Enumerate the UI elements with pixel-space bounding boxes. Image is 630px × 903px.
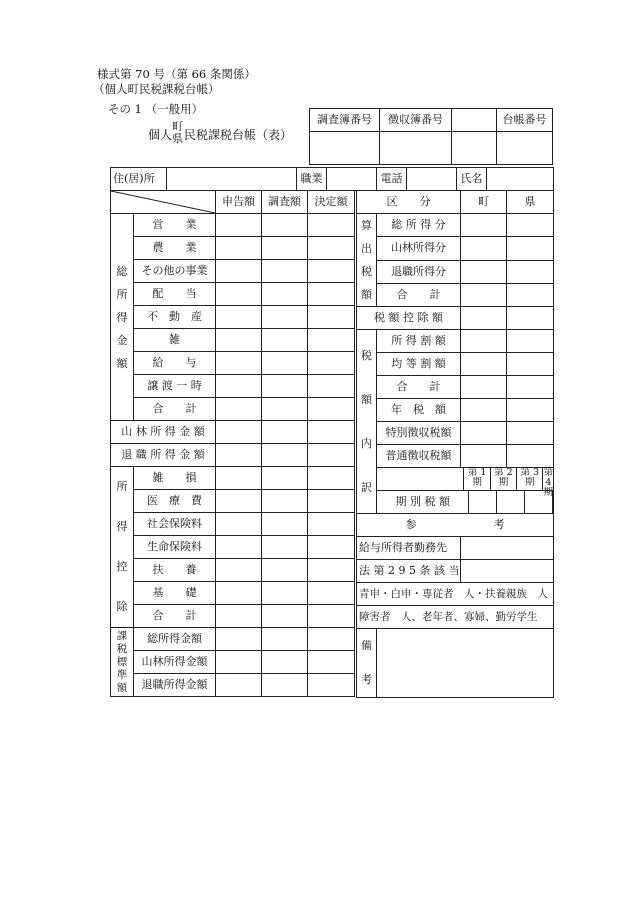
- value-cell[interactable]: [262, 628, 308, 651]
- value-cell[interactable]: [461, 376, 507, 399]
- value-cell[interactable]: [216, 559, 262, 582]
- survey-book-label: 調査簿番号: [310, 109, 380, 132]
- row-calc-forest: 山林所得分: [377, 237, 461, 260]
- value-cell[interactable]: [507, 353, 554, 376]
- row-calc-total-income: 総 所 得 分: [377, 214, 461, 237]
- value-cell[interactable]: [308, 260, 355, 283]
- remarks-label: 備 考: [357, 629, 377, 698]
- value-cell[interactable]: [262, 674, 308, 697]
- value-cell[interactable]: [308, 444, 355, 467]
- value-cell[interactable]: [262, 536, 308, 559]
- row-retire-income: 退 職 所 得 金 額: [111, 444, 216, 467]
- value-cell[interactable]: [461, 422, 507, 445]
- value-cell[interactable]: [308, 306, 355, 329]
- value-cell[interactable]: [216, 536, 262, 559]
- name-value[interactable]: [487, 168, 554, 191]
- value-cell[interactable]: [216, 283, 262, 306]
- value-cell[interactable]: [461, 353, 507, 376]
- value-cell[interactable]: [262, 352, 308, 375]
- col-decided: 決定額: [308, 191, 355, 214]
- value-cell[interactable]: [507, 237, 554, 260]
- value-cell[interactable]: [216, 306, 262, 329]
- value-cell[interactable]: [308, 352, 355, 375]
- value-cell[interactable]: [308, 674, 355, 697]
- job-label: 職業: [297, 168, 327, 191]
- remarks-value[interactable]: [377, 629, 554, 698]
- row-social-insurance: 社会保険料: [134, 513, 216, 536]
- info-row: [110, 167, 554, 191]
- value-cell[interactable]: [308, 421, 355, 444]
- diagonal-cell: [111, 191, 216, 214]
- value-cell[interactable]: [216, 651, 262, 674]
- address-value[interactable]: [167, 168, 297, 191]
- row-income-total: 合 計: [134, 398, 216, 421]
- article-295-label: 法 第 2 9 5 条 該 当: [357, 560, 461, 583]
- period-2: 第 2 期: [491, 468, 517, 490]
- collect-book-label: 徴収簿番号: [380, 109, 452, 132]
- period-1: 第 1 期: [464, 468, 490, 490]
- value-cell[interactable]: [308, 490, 355, 513]
- row-medical: 医 療 費: [134, 490, 216, 513]
- value-cell[interactable]: [262, 490, 308, 513]
- value-cell[interactable]: [507, 214, 554, 237]
- value-cell[interactable]: [216, 329, 262, 352]
- form-title-paren: （個人町民税課税台帳）: [93, 82, 220, 96]
- reference-header: 参 考: [357, 514, 554, 537]
- row-deduct-total: 合 計: [134, 605, 216, 628]
- value-cell[interactable]: [262, 559, 308, 582]
- row-agriculture: 農 業: [134, 237, 216, 260]
- value-cell[interactable]: [461, 237, 507, 260]
- name-label: 氏名: [457, 168, 487, 191]
- period-header-cell: [377, 467, 554, 498]
- value-cell[interactable]: [308, 329, 355, 352]
- value-cell[interactable]: [308, 536, 355, 559]
- col-survey: 調査額: [262, 191, 308, 214]
- tax-table: [356, 190, 554, 698]
- row-business: 営 業: [134, 214, 216, 237]
- value-cell[interactable]: [461, 445, 507, 468]
- period-3-value[interactable]: [525, 491, 553, 513]
- value-cell[interactable]: [216, 421, 262, 444]
- value-cell[interactable]: [461, 399, 507, 422]
- value-cell[interactable]: [216, 513, 262, 536]
- row-per-capita: 均 等 割 額: [377, 353, 461, 376]
- row-forest-income: 山 林 所 得 金 額: [111, 421, 216, 444]
- job-value[interactable]: [327, 168, 377, 191]
- value-cell[interactable]: [262, 283, 308, 306]
- row-life-insurance: 生命保険料: [134, 536, 216, 559]
- value-cell[interactable]: [262, 444, 308, 467]
- phone-label: 電話: [377, 168, 407, 191]
- col-pref: 県: [507, 191, 554, 214]
- value-cell[interactable]: [507, 283, 554, 306]
- period-3: 第 3 期: [517, 468, 543, 490]
- value-cell[interactable]: [308, 605, 355, 628]
- row-dependent: 扶 養: [134, 559, 216, 582]
- row-base-forest: 山林所得金額: [134, 651, 216, 674]
- value-cell[interactable]: [507, 399, 554, 422]
- value-cell[interactable]: [216, 605, 262, 628]
- value-cell[interactable]: [216, 398, 262, 421]
- blue-return-row: 青申・白申・専従者 人・扶養親族 人: [357, 583, 554, 606]
- total-income-group-label: 総 所 得 金 額: [111, 214, 134, 421]
- tax-base-group-label: 課税標準額: [111, 628, 134, 697]
- value-cell[interactable]: [262, 214, 308, 237]
- blank-cell: [452, 109, 497, 132]
- ledger-no-label: 台帳番号: [497, 109, 553, 132]
- row-special-collect: 特別徴収税額: [377, 422, 461, 445]
- diagonal-line: [111, 191, 215, 213]
- value-cell[interactable]: [308, 467, 355, 490]
- blank-cell[interactable]: [452, 132, 497, 165]
- value-cell[interactable]: [262, 582, 308, 605]
- row-base-total-income: 総所得金額: [134, 628, 216, 651]
- row-income-levy: 所 得 割 額: [377, 330, 461, 353]
- ledger-number-box: [309, 108, 553, 165]
- value-cell[interactable]: [262, 467, 308, 490]
- period-blank: [377, 468, 464, 490]
- row-transfer: 譲 渡 一 時: [134, 375, 216, 398]
- row-calc-total: 合 計: [377, 283, 461, 306]
- survey-book-value[interactable]: [310, 132, 380, 165]
- value-cell[interactable]: [507, 422, 554, 445]
- row-tax-total: 合 計: [377, 376, 461, 399]
- value-cell[interactable]: [216, 490, 262, 513]
- period-2-value[interactable]: [497, 491, 525, 513]
- address-label: 住(居)所: [111, 168, 167, 191]
- row-tax-credit: 税 額 控 除 額: [357, 307, 461, 330]
- value-cell[interactable]: [216, 375, 262, 398]
- tax-breakdown-group-label: 税 額 内 訳: [357, 330, 377, 514]
- value-cell[interactable]: [262, 260, 308, 283]
- collect-book-value[interactable]: [380, 132, 452, 165]
- value-cell[interactable]: [507, 260, 554, 283]
- row-normal-collect: 普通徴収税額: [377, 445, 461, 468]
- value-cell[interactable]: [216, 214, 262, 237]
- row-other-business: その他の事業: [134, 260, 216, 283]
- row-casualty: 雑 損: [134, 467, 216, 490]
- period-4: 第 4 期: [543, 467, 553, 498]
- value-cell[interactable]: [262, 398, 308, 421]
- value-cell[interactable]: [216, 582, 262, 605]
- value-cell[interactable]: [216, 674, 262, 697]
- value-cell[interactable]: [262, 605, 308, 628]
- value-cell[interactable]: [308, 375, 355, 398]
- period-tax-label: 期 別 税 額: [377, 491, 469, 513]
- value-cell[interactable]: [507, 307, 554, 330]
- calc-tax-group-label: 算 出 税 額: [357, 214, 377, 307]
- value-cell[interactable]: [262, 375, 308, 398]
- col-kubun: 区 分: [357, 191, 461, 214]
- value-cell[interactable]: [308, 398, 355, 421]
- value-cell[interactable]: [308, 628, 355, 651]
- value-cell[interactable]: [216, 628, 262, 651]
- value-cell[interactable]: [308, 283, 355, 306]
- value-cell[interactable]: [216, 352, 262, 375]
- value-cell[interactable]: [308, 237, 355, 260]
- value-cell[interactable]: [461, 214, 507, 237]
- row-dividend: 配 当: [134, 283, 216, 306]
- value-cell[interactable]: [262, 513, 308, 536]
- value-cell[interactable]: [262, 421, 308, 444]
- value-cell[interactable]: [262, 306, 308, 329]
- form-subtitle: その 1 （一般用）: [108, 102, 204, 116]
- row-basic: 基 礎: [134, 582, 216, 605]
- value-cell[interactable]: [308, 214, 355, 237]
- value-cell[interactable]: [461, 260, 507, 283]
- value-cell[interactable]: [308, 513, 355, 536]
- value-cell[interactable]: [262, 329, 308, 352]
- value-cell[interactable]: [461, 307, 507, 330]
- value-cell[interactable]: [308, 582, 355, 605]
- value-cell[interactable]: [507, 445, 554, 468]
- income-table: [110, 190, 355, 697]
- deduction-group-label: 所 得 控 除: [111, 467, 134, 628]
- value-cell[interactable]: [216, 444, 262, 467]
- ledger-no-value[interactable]: [497, 132, 553, 165]
- col-declared: 申告額: [216, 191, 262, 214]
- row-annual-tax: 年 税 額: [377, 399, 461, 422]
- value-cell[interactable]: [507, 376, 554, 399]
- article-295-value[interactable]: [461, 560, 554, 583]
- value-cell[interactable]: [461, 330, 507, 353]
- form-number: 様式第 70 号（第 66 条関係）: [97, 67, 256, 81]
- value-cell[interactable]: [461, 283, 507, 306]
- value-cell[interactable]: [308, 651, 355, 674]
- row-calc-retire: 退職所得分: [377, 260, 461, 283]
- period-tax-cell: [377, 491, 554, 514]
- phone-value[interactable]: [407, 168, 457, 191]
- row-base-retire: 退職所得金額: [134, 674, 216, 697]
- value-cell[interactable]: [262, 237, 308, 260]
- employer-value[interactable]: [461, 537, 554, 560]
- row-salary: 給 与: [134, 352, 216, 375]
- row-real-estate: 不 動 産: [134, 306, 216, 329]
- col-town: 町: [461, 191, 507, 214]
- row-misc: 雑: [134, 329, 216, 352]
- value-cell[interactable]: [216, 237, 262, 260]
- value-cell[interactable]: [308, 559, 355, 582]
- value-cell[interactable]: [216, 260, 262, 283]
- value-cell[interactable]: [262, 651, 308, 674]
- period-1-value[interactable]: [469, 491, 497, 513]
- value-cell[interactable]: [216, 467, 262, 490]
- employer-label: 給与所得者勤務先: [357, 537, 461, 560]
- disabled-row: 障害者 人、老年者、寡婦、勤労学生: [357, 606, 554, 629]
- value-cell[interactable]: [507, 330, 554, 353]
